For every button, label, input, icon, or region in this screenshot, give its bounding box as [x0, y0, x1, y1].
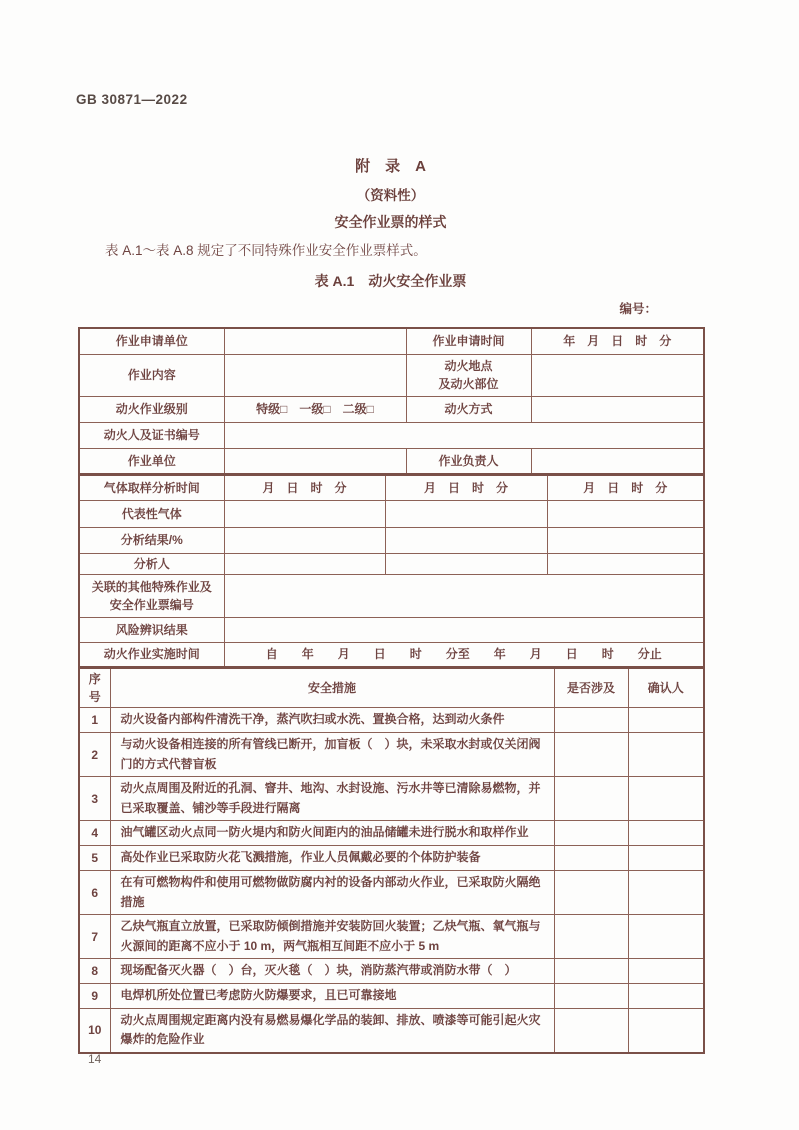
label-risk-result: 风险辨识结果: [79, 617, 224, 642]
measure-involved-cell: [554, 846, 628, 871]
field-fire-person: [224, 422, 704, 448]
measure-involved-cell: [554, 915, 628, 959]
related-work-line2: 安全作业票编号: [109, 597, 194, 612]
label-fire-time: 动火作业实施时间: [79, 642, 224, 667]
table-title: 表 A.1 动火安全作业票: [314, 273, 467, 289]
label-apply-time: 作业申请时间: [406, 328, 531, 354]
appendix-subtitle: （资料性）: [356, 188, 425, 203]
measure-involved-cell: [554, 777, 628, 821]
table-row: [79, 574, 704, 617]
measure-row: [79, 777, 704, 821]
measure-row: [79, 984, 704, 1009]
form-number-label: 编号：: [619, 302, 657, 316]
measure-index: 10: [79, 1009, 110, 1053]
measure-confirm-cell: [628, 777, 704, 821]
field-apply-time: 年 月 日 时 分: [531, 328, 704, 354]
measure-row: [79, 708, 704, 733]
measure-index: 1: [79, 708, 110, 733]
measure-row: [79, 821, 704, 846]
field-work-unit: [224, 448, 406, 474]
table-row: [79, 475, 704, 500]
field-work-content: [224, 354, 406, 396]
header-index: 序号: [79, 668, 110, 708]
table-row: [79, 354, 704, 396]
label-gas-sampling: 气体取样分析时间: [79, 475, 224, 500]
measure-row: [79, 1009, 704, 1053]
label-fire-person: 动火人及证书编号: [79, 422, 224, 448]
measure-text: 与动火设备相连接的所有管线已断开，加盲板（ ）块，未采取水封或仅关闭阀门的方式代替盲板: [110, 733, 554, 777]
measure-involved-cell: [554, 1009, 628, 1053]
header-confirm: 确认人: [628, 668, 704, 708]
field-analyst-2: [385, 553, 547, 574]
measure-text: 动火点周围及附近的孔洞、窨井、地沟、水封设施、污水井等已清除易燃物，并已采取覆盖、铺沙等手段进行隔离: [110, 777, 554, 821]
field-related-work: [224, 574, 704, 617]
measure-involved-cell: [554, 871, 628, 915]
table-row: [79, 617, 704, 642]
measure-text: 乙炔气瓶直立放置，已采取防倾倒措施并安装防回火装置；乙炔气瓶、氧气瓶与火源间的距离不应小于 10 m，两气瓶相互间距不应小于 5 m: [110, 915, 554, 959]
field-analysis-result-3: [547, 527, 704, 553]
label-fire-method: 动火方式: [406, 396, 531, 422]
measure-text: 高处作业已采取防火花飞溅措施，作业人员佩戴必要的个体防护装备: [110, 846, 554, 871]
field-fire-location: [531, 354, 704, 396]
hot-work-permit-form: [78, 327, 703, 1054]
header-measure: 安全措施: [110, 668, 554, 708]
measure-row: [79, 846, 704, 871]
related-work-line1: 关联的其他特殊作业及: [91, 579, 212, 594]
measure-confirm-cell: [628, 821, 704, 846]
measure-index: 2: [79, 733, 110, 777]
field-work-leader: [531, 448, 704, 474]
page-number: 14: [88, 1052, 102, 1066]
measure-index: 7: [79, 915, 110, 959]
table-row: [79, 328, 704, 354]
table-row: [79, 422, 704, 448]
appendix-title: 附 录 A: [355, 158, 426, 175]
header-involved: 是否涉及: [554, 668, 628, 708]
table-row: [79, 527, 704, 553]
measure-row: [79, 733, 704, 777]
measure-index: 8: [79, 959, 110, 984]
measure-confirm-cell: [628, 1009, 704, 1053]
measure-involved-cell: [554, 821, 628, 846]
measure-index: 6: [79, 871, 110, 915]
appendix-title-block: [78, 155, 703, 232]
label-work-unit: 作业单位: [79, 448, 224, 474]
measure-text: 现场配备灭火器（ ）台，灭火毯（ ）块，消防蒸汽带或消防水带（ ）: [110, 959, 554, 984]
field-analysis-result-2: [385, 527, 547, 553]
label-applicant-unit: 作业申请单位: [79, 328, 224, 354]
measure-involved-cell: [554, 959, 628, 984]
fire-location-line1: 动火地点: [444, 359, 493, 373]
measure-confirm-cell: [628, 733, 704, 777]
measure-index: 4: [79, 821, 110, 846]
fire-location-line2: 及动火部位: [438, 377, 499, 391]
field-gas-time-1: 月 日 时 分: [224, 475, 385, 500]
measure-confirm-cell: [628, 871, 704, 915]
measure-confirm-cell: [628, 708, 704, 733]
form-section-gas-analysis: [78, 474, 705, 668]
measures-header-row: [79, 668, 704, 708]
label-work-leader: 作业负责人: [406, 448, 531, 474]
measure-confirm-cell: [628, 846, 704, 871]
form-section-general: [78, 327, 705, 475]
form-section-measures: [78, 667, 705, 1054]
measure-confirm-cell: [628, 959, 704, 984]
field-applicant-unit: [224, 328, 406, 354]
measure-text: 油气罐区动火点同一防火堤内和防火间距内的油品储罐未进行脱水和取样作业: [110, 821, 554, 846]
measure-row: [79, 871, 704, 915]
measure-text: 动火点周围规定距离内没有易燃易爆化学品的装卸、排放、喷漆等可能引起火灾爆炸的危险作业: [110, 1009, 554, 1053]
measure-involved-cell: [554, 733, 628, 777]
measure-row: [79, 915, 704, 959]
field-representative-gas-1: [224, 500, 385, 527]
field-fire-method: [531, 396, 704, 422]
label-work-content: 作业内容: [79, 354, 224, 396]
label-fire-location: [406, 354, 531, 396]
field-risk-result: [224, 617, 704, 642]
label-representative-gas: 代表性气体: [79, 500, 224, 527]
measure-text: 动火设备内部构件清洗干净，蒸汽吹扫或水洗、置换合格，达到动火条件: [110, 708, 554, 733]
label-related-work: [79, 574, 224, 617]
measure-index: 9: [79, 984, 110, 1009]
measure-index: 3: [79, 777, 110, 821]
table-row: [79, 396, 704, 422]
measure-involved-cell: [554, 984, 628, 1009]
field-analyst-1: [224, 553, 385, 574]
field-fire-level-options: 特级□ 一级□ 二级□: [224, 396, 406, 422]
label-analysis-result: 分析结果/%: [79, 527, 224, 553]
field-gas-time-3: 月 日 时 分: [547, 475, 704, 500]
measure-index: 5: [79, 846, 110, 871]
measure-involved-cell: [554, 708, 628, 733]
field-gas-time-2: 月 日 时 分: [385, 475, 547, 500]
table-row: [79, 500, 704, 527]
doc-code: GB 30871—2022: [76, 92, 188, 107]
table-row: [79, 553, 704, 574]
field-analysis-result-1: [224, 527, 385, 553]
field-analyst-3: [547, 553, 704, 574]
measure-confirm-cell: [628, 915, 704, 959]
measure-confirm-cell: [628, 984, 704, 1009]
measure-text: 在有可燃物构件和使用可燃物做防腐内衬的设备内部动火作业，已采取防火隔绝措施: [110, 871, 554, 915]
appendix-subtitle2: 安全作业票的样式: [334, 214, 447, 230]
field-representative-gas-2: [385, 500, 547, 527]
field-fire-time: 自 年 月 日 时 分至 年 月 日 时 分止: [224, 642, 704, 667]
label-analyst: 分析人: [79, 553, 224, 574]
label-fire-level: 动火作业级别: [79, 396, 224, 422]
measure-row: [79, 959, 704, 984]
intro-paragraph: 表 A.1～表 A.8 规定了不同特殊作业安全作业票样式。: [105, 243, 427, 258]
measure-text: 电焊机所处位置已考虑防火防爆要求，且已可靠接地: [110, 984, 554, 1009]
table-row: [79, 448, 704, 474]
field-representative-gas-3: [547, 500, 704, 527]
table-row: [79, 642, 704, 667]
